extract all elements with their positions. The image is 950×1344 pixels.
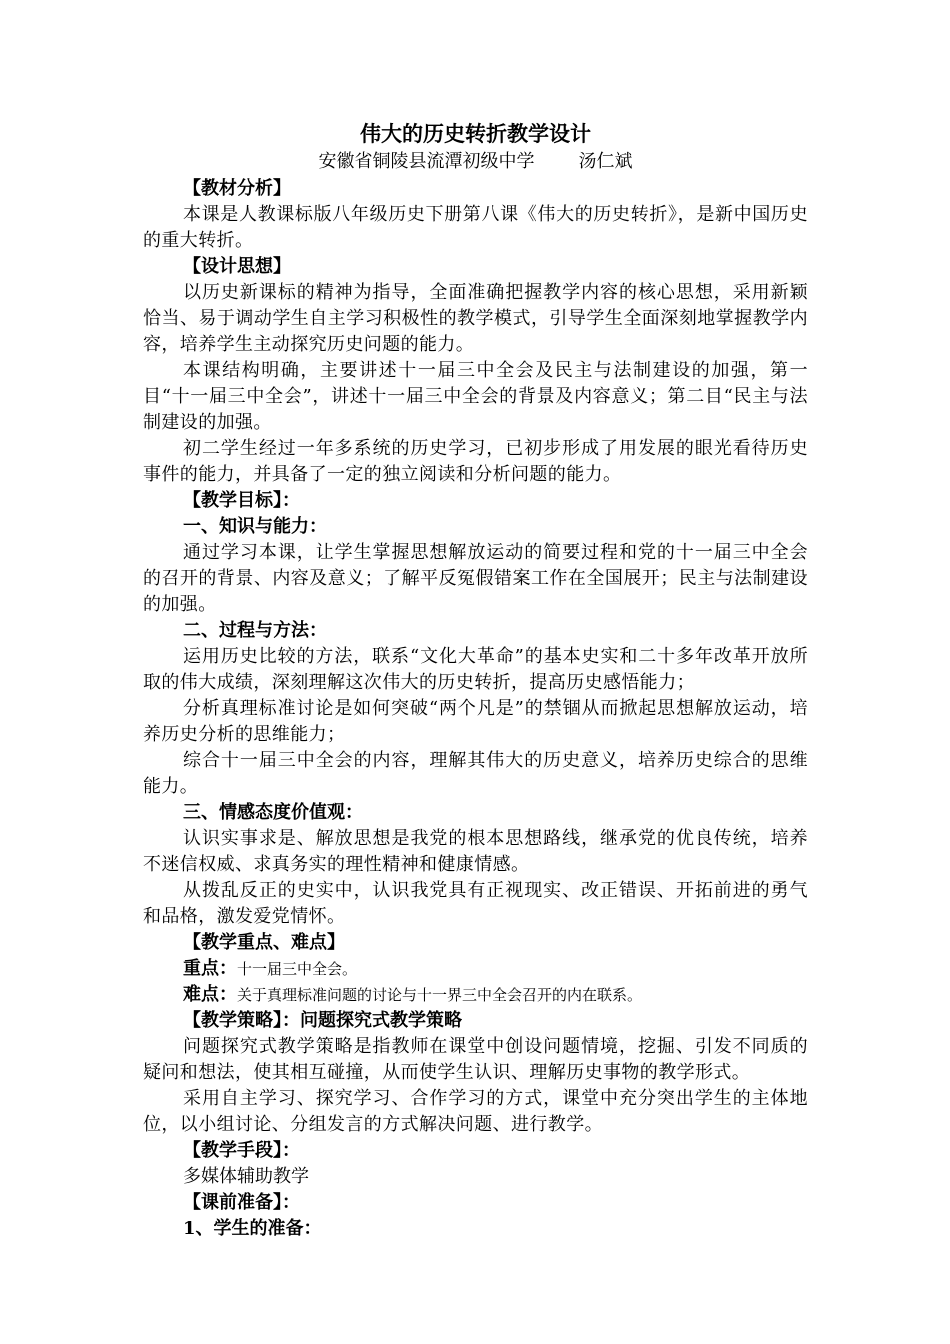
document-body [143,120,808,1242]
teaching-strategy-heading: 【教学策略】：问题探究式教学策略 [183,1010,462,1031]
teaching-strategy-paragraph-2: 采用自主学习、探究学习、合作学习的方式，课堂中充分突出学生的主体地位，以小组讨论、分组发言的方式解决问题、进行教学。 [143,1088,808,1135]
design-idea-paragraph-3: 初二学生经过一年多系统的历史学习，已初步形成了用发展的眼光看待历史事件的能力，并具备了一定的独立阅读和分析问题的能力。 [143,438,808,485]
design-idea-paragraph-1: 以历史新课标的精神为指导，全面准确把握教学内容的核心思想，采用新颖恰当、易于调动学生自主学习积极性的教学模式，引导学生全面深刻地掌握教学内容，培养学生主动探究历史问题的能力。 [143,282,808,355]
process-method-paragraph-2: 分析真理标准讨论是如何突破“两个凡是”的禁锢从而掀起思想解放运动，培养历史分析的思维能力； [143,698,808,745]
key-point-line [143,956,808,982]
author-name: 汤仁斌 [578,151,633,172]
process-method-paragraph-3: 综合十一届三中全会的内容，理解其伟大的历史意义，培养历史综合的思维能力。 [143,750,808,797]
difficult-point-label: 难点： [183,984,237,1005]
design-idea-heading: 【设计思想】 [183,256,291,277]
emotion-values-paragraph-1: 认识实事求是、解放思想是我党的根本思想路线，继承党的优良传统，培养不迷信权威、求真务实的理性精神和健康情感。 [143,828,808,875]
key-point-label: 重点： [183,958,237,979]
process-method-subheading: 二、过程与方法： [183,620,327,641]
teaching-means-heading: 【教学手段】： [183,1140,300,1161]
pre-class-prep-heading: 【课前准备】： [183,1192,300,1213]
emotion-values-subheading: 三、情感态度价值观： [183,802,363,823]
document-title: 伟大的历史转折教学设计 [360,121,591,146]
knowledge-ability-paragraph: 通过学习本课，让学生掌握思想解放运动的简要过程和党的十一届三中全会的召开的背景、内容及意义；了解平反冤假错案工作在全国展开；民主与法制建设的加强。 [143,542,808,615]
process-method-paragraph-1: 运用历史比较的方法，联系“文化大革命”的基本史实和二十多年改革开放所取的伟大成绩，深刻理解这次伟大的历史转折，提高历史感悟能力； [143,646,808,693]
author-line [143,148,808,176]
material-analysis-heading: 【教材分析】 [183,178,291,199]
author-school: 安徽省铜陵县流潭初级中学 [318,151,535,172]
knowledge-ability-subheading: 一、知识与能力： [183,516,327,537]
teaching-strategy-paragraph-1: 问题探究式教学策略是指教师在课堂中创设问题情境，挖掘、引发不同质的疑问和想法，使其相互碰撞，从而使学生认识、理解历史事物的教学形式。 [143,1036,808,1083]
design-idea-paragraph-2: 本课结构明确，主要讲述十一届三中全会及民主与法制建设的加强，第一目“十一届三中全会”，讲述十一届三中全会的背景及内容意义；第二目“民主与法制建设的加强。 [143,360,808,433]
emotion-values-paragraph-2: 从拨乱反正的史实中，认识我党具有正视现实、改正错误、开拓前进的勇气和品格，激发爱党情怀。 [143,880,808,927]
student-prep-subheading: 1、学生的准备： [183,1218,322,1239]
difficult-point-line [143,982,808,1008]
teaching-means-text: 多媒体辅助教学 [183,1166,309,1187]
difficult-point-text: 关于真理标准问题的讨论与十一界三中全会召开的内在联系。 [237,986,643,1004]
key-point-text: 十一届三中全会。 [237,960,358,978]
material-analysis-paragraph: 本课是人教课标版八年级历史下册第八课《伟大的历史转折》，是新中国历史的重大转折。 [143,204,808,251]
key-difficult-points-heading: 【教学重点、难点】 [183,932,345,953]
teaching-goals-heading: 【教学目标】： [183,490,300,511]
